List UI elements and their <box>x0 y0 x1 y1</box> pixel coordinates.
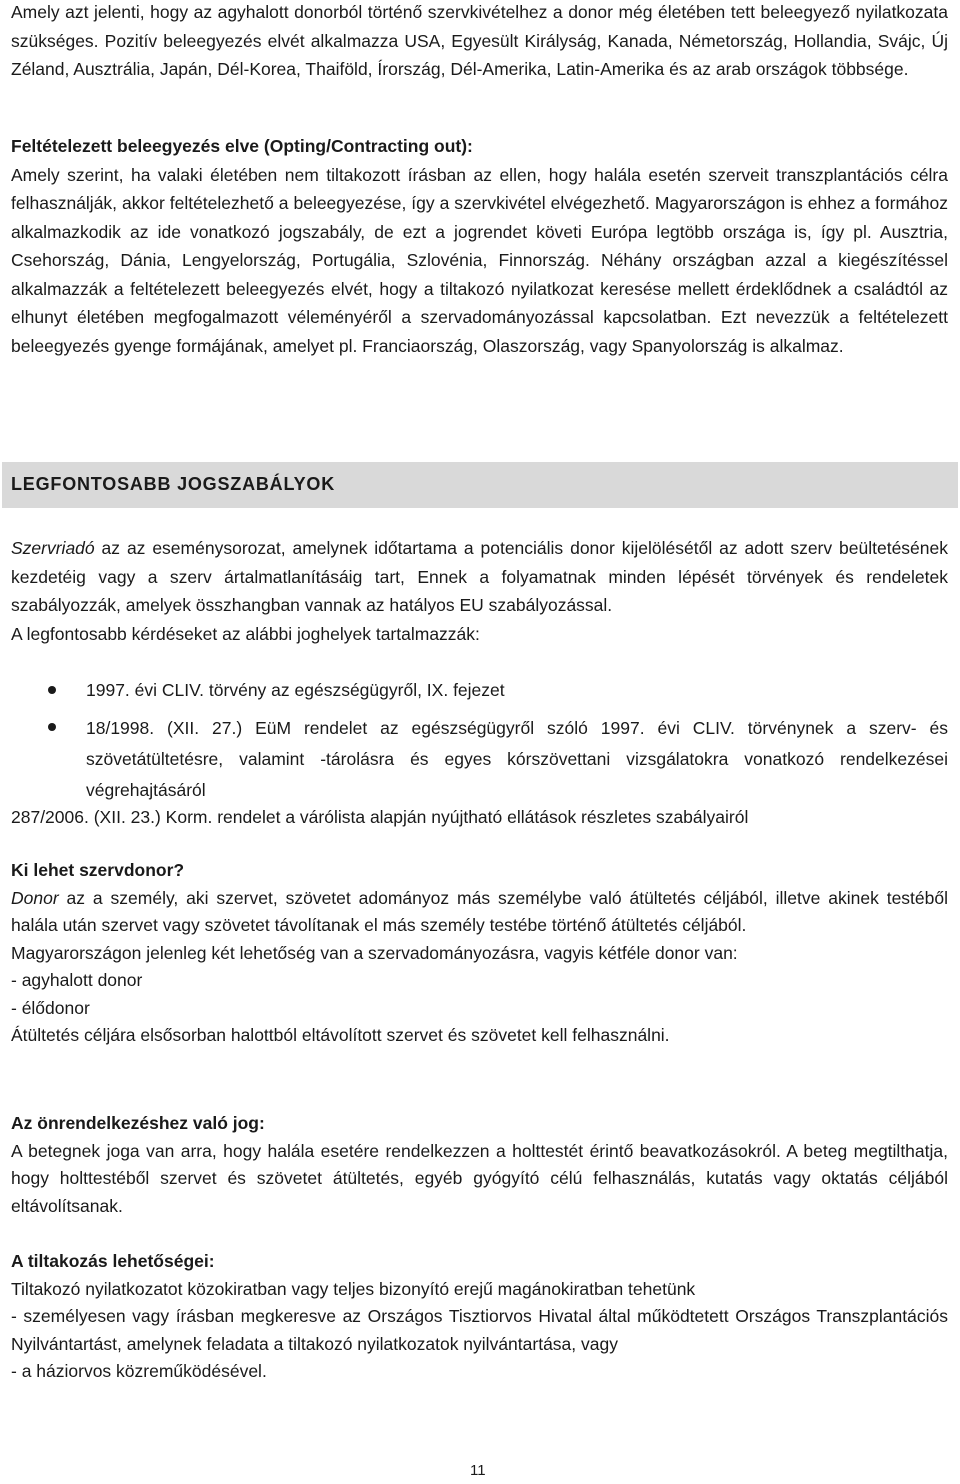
self-determination-text: A betegnek joga van arra, hogy halála esetére rendelkezzen a holttestét érintő beavatkozásokról. A beteg megtilthatja, hogy holttestéből szervet és szövetet átültetés, egyéb gyógyító célú felhasználás, kutatás vagy oktatás céljából eltávolítsanak. <box>11 1140 948 1216</box>
page-number: 11 <box>470 1462 486 1479</box>
objection-option-gp: - a háziorvos közreműködésével. <box>11 1361 267 1381</box>
donor-type-living: - élődonor <box>11 997 90 1018</box>
organ-alert-term: Szervriadó <box>11 538 95 558</box>
self-determination-section <box>11 1110 948 1220</box>
self-determination-title: Az önrendelkezéshez való jog: <box>11 1113 265 1133</box>
presumed-consent-section <box>11 132 948 360</box>
presumed-consent-text: Amely szerint, ha valaki életében nem tiltakozott írásban az ellen, hogy halála esetén szerveit transzplantációs célra felhasználják, akkor feltételezhető a beleegyezése, így a szervkivétel elvégezhető. Magyarországon is ehhez a formához alkalmazkodik az ide vonatkozó jogszabály, de ezt a jogrendet követi Európa legtöbb országa is, így pl. Ausztria, Csehország, Dánia, Lengyelország, Portugália, Szlovénia, Finnország. Néhány országban azzal a kiegészítéssel alkalmazzák a feltételezett beleegyezés elvét, hogy a tiltakozó nyilatkozat keresése mellett érdeklődnek a családtól az elhunyt életében megfogalmazott véleményéről a szervadományozással kapcsolatban. Ezt nevezzük a feltételezett beleegyezés gyenge formájának, amelyet pl. Franciaország, Olaszország, vagy Spanyolország is alkalmaz. <box>11 164 948 356</box>
law-item <box>11 676 948 705</box>
organ-alert-text: az az eseménysorozat, amelynek időtartama a potenciális donor kijelölésétől az adott szerv beültetésének kezdetéig vagy a szerv ártalmatlanításáig tart, Ennek a folyamatnak minden lépését törvények és rendeletek szabályozzák, amelyek összhangban vannak az hatályos EU szabályozással. <box>11 538 948 615</box>
donor-title: Ki lehet szervdonor? <box>11 860 185 880</box>
donor-note: Átültetés céljára elsősorban halottból eltávolított szervet és szövetet kell felhasználni. <box>11 1025 670 1045</box>
section-heading-bar <box>2 462 958 508</box>
donor-type-brain-dead: - agyhalott donor <box>11 970 143 990</box>
laws-intro: A legfontosabb kérdéseket az alábbi joghelyek tartalmazzák: <box>11 623 480 644</box>
section-heading: LEGFONTOSABB JOGSZABÁLYOK <box>11 474 336 494</box>
donor-term: Donor <box>11 887 59 908</box>
presumed-consent-title: Feltételezett beleegyezés elve (Opting/Contracting out): <box>11 136 473 156</box>
laws-list <box>11 676 948 814</box>
objection-title: A tiltakozás lehetőségei: <box>11 1251 215 1271</box>
donor-section <box>11 857 948 1050</box>
decree-line: 287/2006. (XII. 23.) Korm. rendelet a várólista alapján nyújtható ellátások részletes szabályairól <box>11 807 749 827</box>
objection-text: Tiltakozó nyilatkozatot közokiratban vagy teljes bizonyító erejű magánokiratban tehetünk <box>11 1278 696 1299</box>
organ-alert-paragraph <box>11 534 948 648</box>
intro-paragraph: Amely azt jelenti, hogy az agyhalott donorból történő szervkivételhez a donor még életében tett beleegyező nyilatkozata szükséges. Pozitív beleegyezés elvét alkalmazza USA, Egyesült Királyság, Kanada, Németország, Hollandia, Svájc, Új Zéland, Ausztrália, Japán, Dél-Korea, Thaiföld, Írország, Dél-Amerika, Latin-Amerika és az arab országok többsége. <box>11 2 948 79</box>
law-item <box>11 713 948 806</box>
law-item-text: 1997. évi CLIV. törvény az egészségügyről, IX. fejezet <box>86 680 505 700</box>
donor-types-intro: Magyarországon jelenleg két lehetőség van a szervadományozásra, vagyis kétféle donor van: <box>11 942 738 963</box>
donor-definition: az a személy, aki szervet, szövetet adományoz más személybe való átültetés céljából, illetve akinek testéből halála után szervet vagy szövetet távolítanak el más személy testébe történő átültetés céljából. <box>11 887 948 935</box>
bullet-icon <box>48 723 56 731</box>
objection-option-registry: - személyesen vagy írásban megkeresve az Országos Tisztiorvos Hivatal által működtetett Országos Transzplantációs Nyilvántartást, amelynek feladata a tiltakozó nyilatkozatok nyilvántartása, vagy <box>11 1306 948 1354</box>
objection-section <box>11 1248 948 1386</box>
bullet-icon <box>48 686 56 694</box>
law-item-text: 18/1998. (XII. 27.) EüM rendelet az egészségügyről szóló 1997. évi CLIV. törvénynek a szerv- és szövetátültetésre, valamint -tárolásra és egyes kórszövettani vizsgálatokra vonatkozó rendelkezései végrehajtásáról <box>86 717 948 800</box>
